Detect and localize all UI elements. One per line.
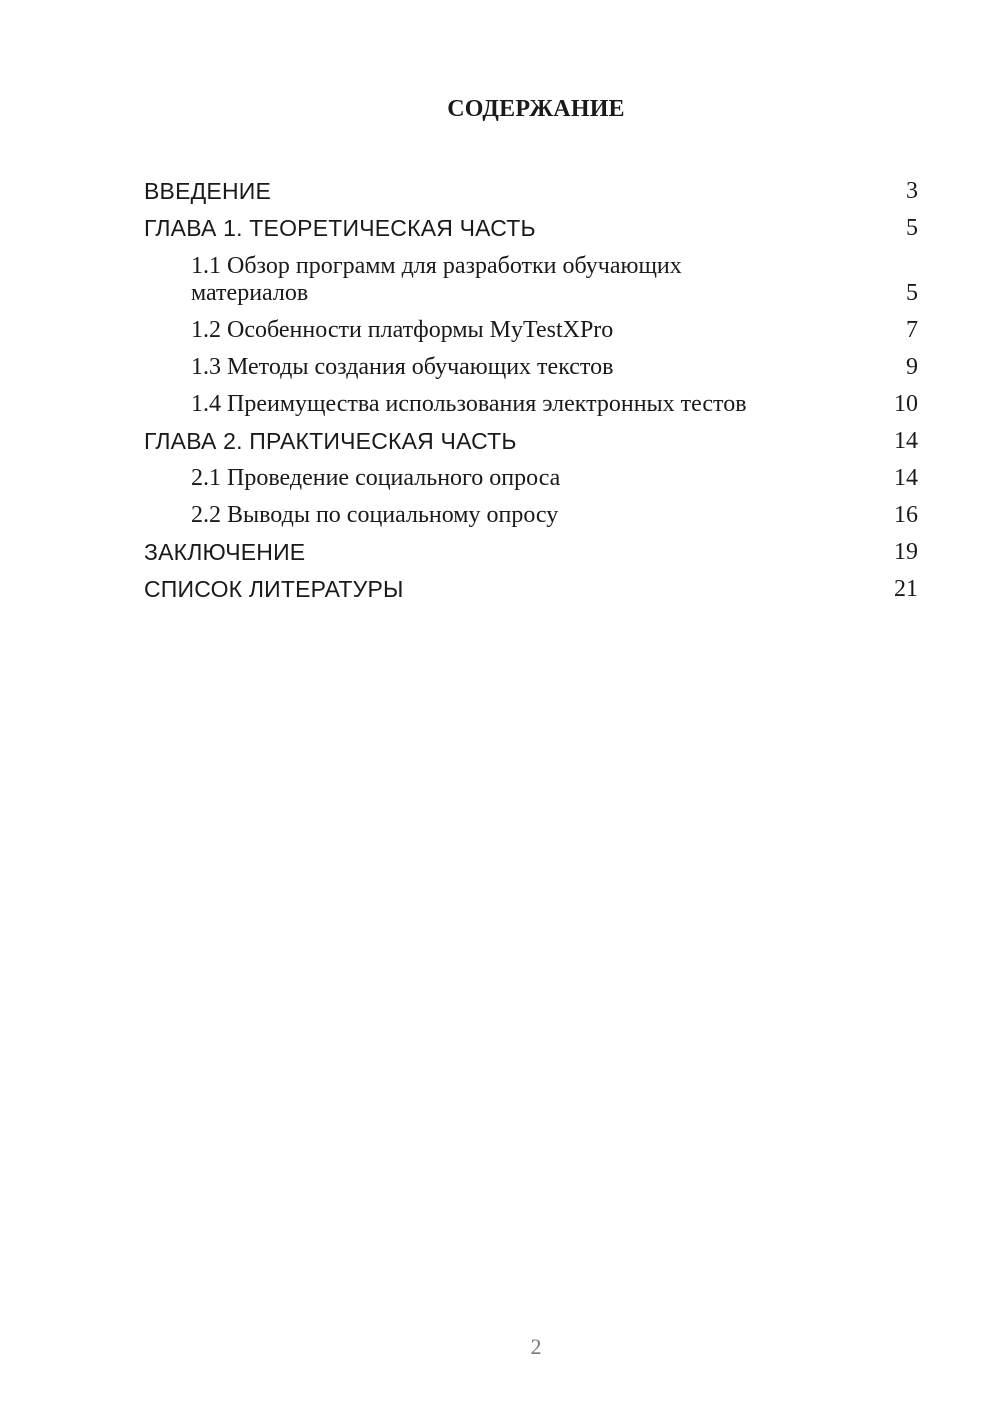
toc-entry-page: 14 <box>894 465 918 491</box>
toc-entry-conclusion[interactable] <box>144 529 918 566</box>
toc-entry-section-1-1[interactable] <box>144 242 918 307</box>
toc-entry-page: 14 <box>894 428 918 454</box>
toc-entry-page: 10 <box>894 391 918 417</box>
toc-entry-text: ЗАКЛЮЧЕНИЕ <box>144 539 306 565</box>
toc-entry-text: 1.1 Обзор программ для разработки обучающих материалов <box>191 253 682 306</box>
toc-entry-page: 5 <box>906 215 918 241</box>
toc-entry-page: 16 <box>894 502 918 528</box>
toc-entry-text: ГЛАВА 1. ТЕОРЕТИЧЕСКАЯ ЧАСТЬ <box>144 215 536 241</box>
toc-entry-text: 1.3 Методы создания обучающих текстов <box>191 354 614 380</box>
table-of-contents <box>144 168 918 603</box>
toc-entry-text: ВВЕДЕНИЕ <box>144 178 272 204</box>
toc-entry-section-1-2[interactable] <box>144 307 918 344</box>
toc-entry-chapter-1[interactable] <box>144 205 918 242</box>
toc-entry-text: 2.1 Проведение социального опроса <box>191 465 561 491</box>
toc-entry-chapter-2[interactable] <box>144 418 918 455</box>
toc-entry-text: ГЛАВА 2. ПРАКТИЧЕСКАЯ ЧАСТЬ <box>144 428 517 454</box>
toc-entry-page: 5 <box>906 280 918 306</box>
toc-entry-page: 19 <box>894 539 918 565</box>
toc-entry-page: 21 <box>894 576 918 602</box>
toc-entry-section-2-2[interactable] <box>144 492 918 529</box>
page-title: СОДЕРЖАНИЕ <box>447 96 625 122</box>
toc-entry-text: 2.2 Выводы по социальному опросу <box>191 502 559 528</box>
toc-entry-page: 7 <box>906 317 918 343</box>
toc-entry-introduction[interactable] <box>144 168 918 205</box>
toc-entry-section-2-1[interactable] <box>144 455 918 492</box>
page-number: 2 <box>530 1334 542 1359</box>
toc-entry-section-1-3[interactable] <box>144 344 918 381</box>
toc-entry-text: 1.4 Преимущества использования электронных тестов <box>191 391 747 417</box>
toc-entry-page: 9 <box>906 354 918 380</box>
toc-entry-text: СПИСОК ЛИТЕРАТУРЫ <box>144 576 404 602</box>
toc-entry-page: 3 <box>906 178 918 204</box>
toc-entry-references[interactable] <box>144 566 918 603</box>
toc-entry-section-1-4[interactable] <box>144 381 918 418</box>
toc-entry-text: 1.2 Особенности платформы MyTestXPro <box>191 317 614 343</box>
